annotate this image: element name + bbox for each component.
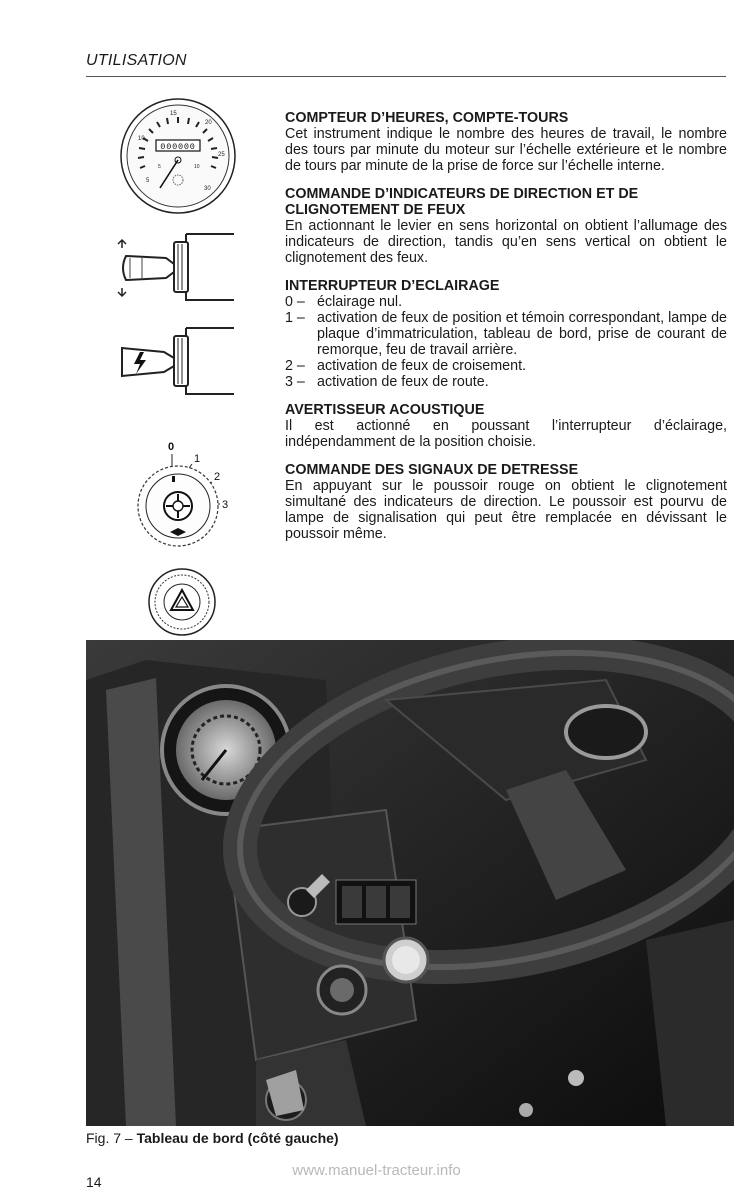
section-title: INTERRUPTEUR D’ECLAIRAGE (285, 278, 500, 294)
section-horn (285, 402, 727, 450)
gauge-outer-label-5: 5 (146, 178, 150, 184)
light-switch-lever-illustration (112, 322, 236, 402)
caption-prefix: Fig. 7 – (86, 1130, 133, 1146)
dashboard-photo-drawing (86, 640, 734, 1126)
light-switch-positions-list (285, 294, 727, 390)
switch-position-2: 2 (214, 471, 221, 483)
gauge-outer-label-10: 10 (138, 136, 145, 142)
gauge-outer-label-30: 30 (204, 186, 211, 192)
section-body: En appuyant sur le poussoir rouge on obtient le clignotement simultané des indicateurs de direction. Le poussoir est pourvu de lampe de signalisation qui peut être remplacée en dévissant le poussoir même. (285, 478, 727, 542)
gauge-inner-label-10: 10 (194, 164, 200, 170)
figure-caption (86, 1130, 339, 1146)
section-body: Cet instrument indique le nombre des heures de travail, le nombre des tours par minute du moteur sur l’échelle extérieure et le nombre de tours par minute de la prise de force sur l’échelle interne. (285, 126, 727, 174)
section-body: Il est actionné en poussant l’interrupteur d’éclairage, indépendamment de la position choisie. (285, 418, 727, 450)
section-title: COMMANDE DES SIGNAUX DE DETRESSE (285, 462, 579, 478)
caption-title: Tableau de bord (côté gauche) (136, 1130, 339, 1146)
dashboard-photo (86, 640, 734, 1126)
list-item: 0 – éclairage nul. (285, 294, 403, 310)
section-title: COMPTEUR D’HEURES, COMPTE-TOURS (285, 110, 569, 126)
list-item: 3 – activation de feux de route. (285, 374, 489, 390)
section-hazard-signals (285, 462, 727, 542)
section-body: En actionnant le levier en sens horizontal on obtient l’allumage des indicateurs de direction, tandis qu’en sens vertical on obtient le clignotement des feux. (285, 218, 727, 266)
gauge-outer-label-25: 25 (218, 152, 225, 158)
text-column (285, 110, 727, 554)
section-title: COMMANDE D’INDICATEURS DE DIRECTION ET DE CLIGNOTEMENT DE FEUX (285, 186, 639, 218)
switch-position-0: 0 (168, 441, 175, 453)
running-header: UTILISATION (86, 52, 187, 69)
header-rule (86, 76, 726, 77)
section-light-switch (285, 278, 727, 390)
tachometer-gauge-illustration (118, 96, 238, 216)
list-item: 2 – activation de feux de croisement. (285, 358, 527, 374)
switch-position-3: 3 (222, 499, 229, 511)
direction-indicator-lever-illustration (112, 228, 236, 308)
watermark: www.manuel-tracteur.info (292, 1162, 461, 1179)
hazard-warning-button-illustration (146, 566, 218, 638)
rotary-light-switch-illustration (118, 436, 242, 550)
hour-counter-readout: 000000 (160, 142, 196, 152)
section-title: AVERTISSEUR ACOUSTIQUE (285, 402, 485, 418)
gauge-outer-label-20: 20 (205, 120, 212, 126)
switch-position-1: 1 (194, 453, 201, 465)
list-item: 1 – activation de feux de position et témoin correspondant, lampe de plaque d’immatriculation, tableau de bord, prise de courant de remorque, feu de travail arrière. (285, 310, 727, 358)
page-number: 14 (86, 1174, 102, 1190)
gauge-inner-label-5: 5 (158, 164, 161, 170)
section-hour-counter (285, 110, 727, 174)
section-direction-indicators (285, 186, 727, 266)
gauge-outer-label-15: 15 (170, 111, 177, 117)
